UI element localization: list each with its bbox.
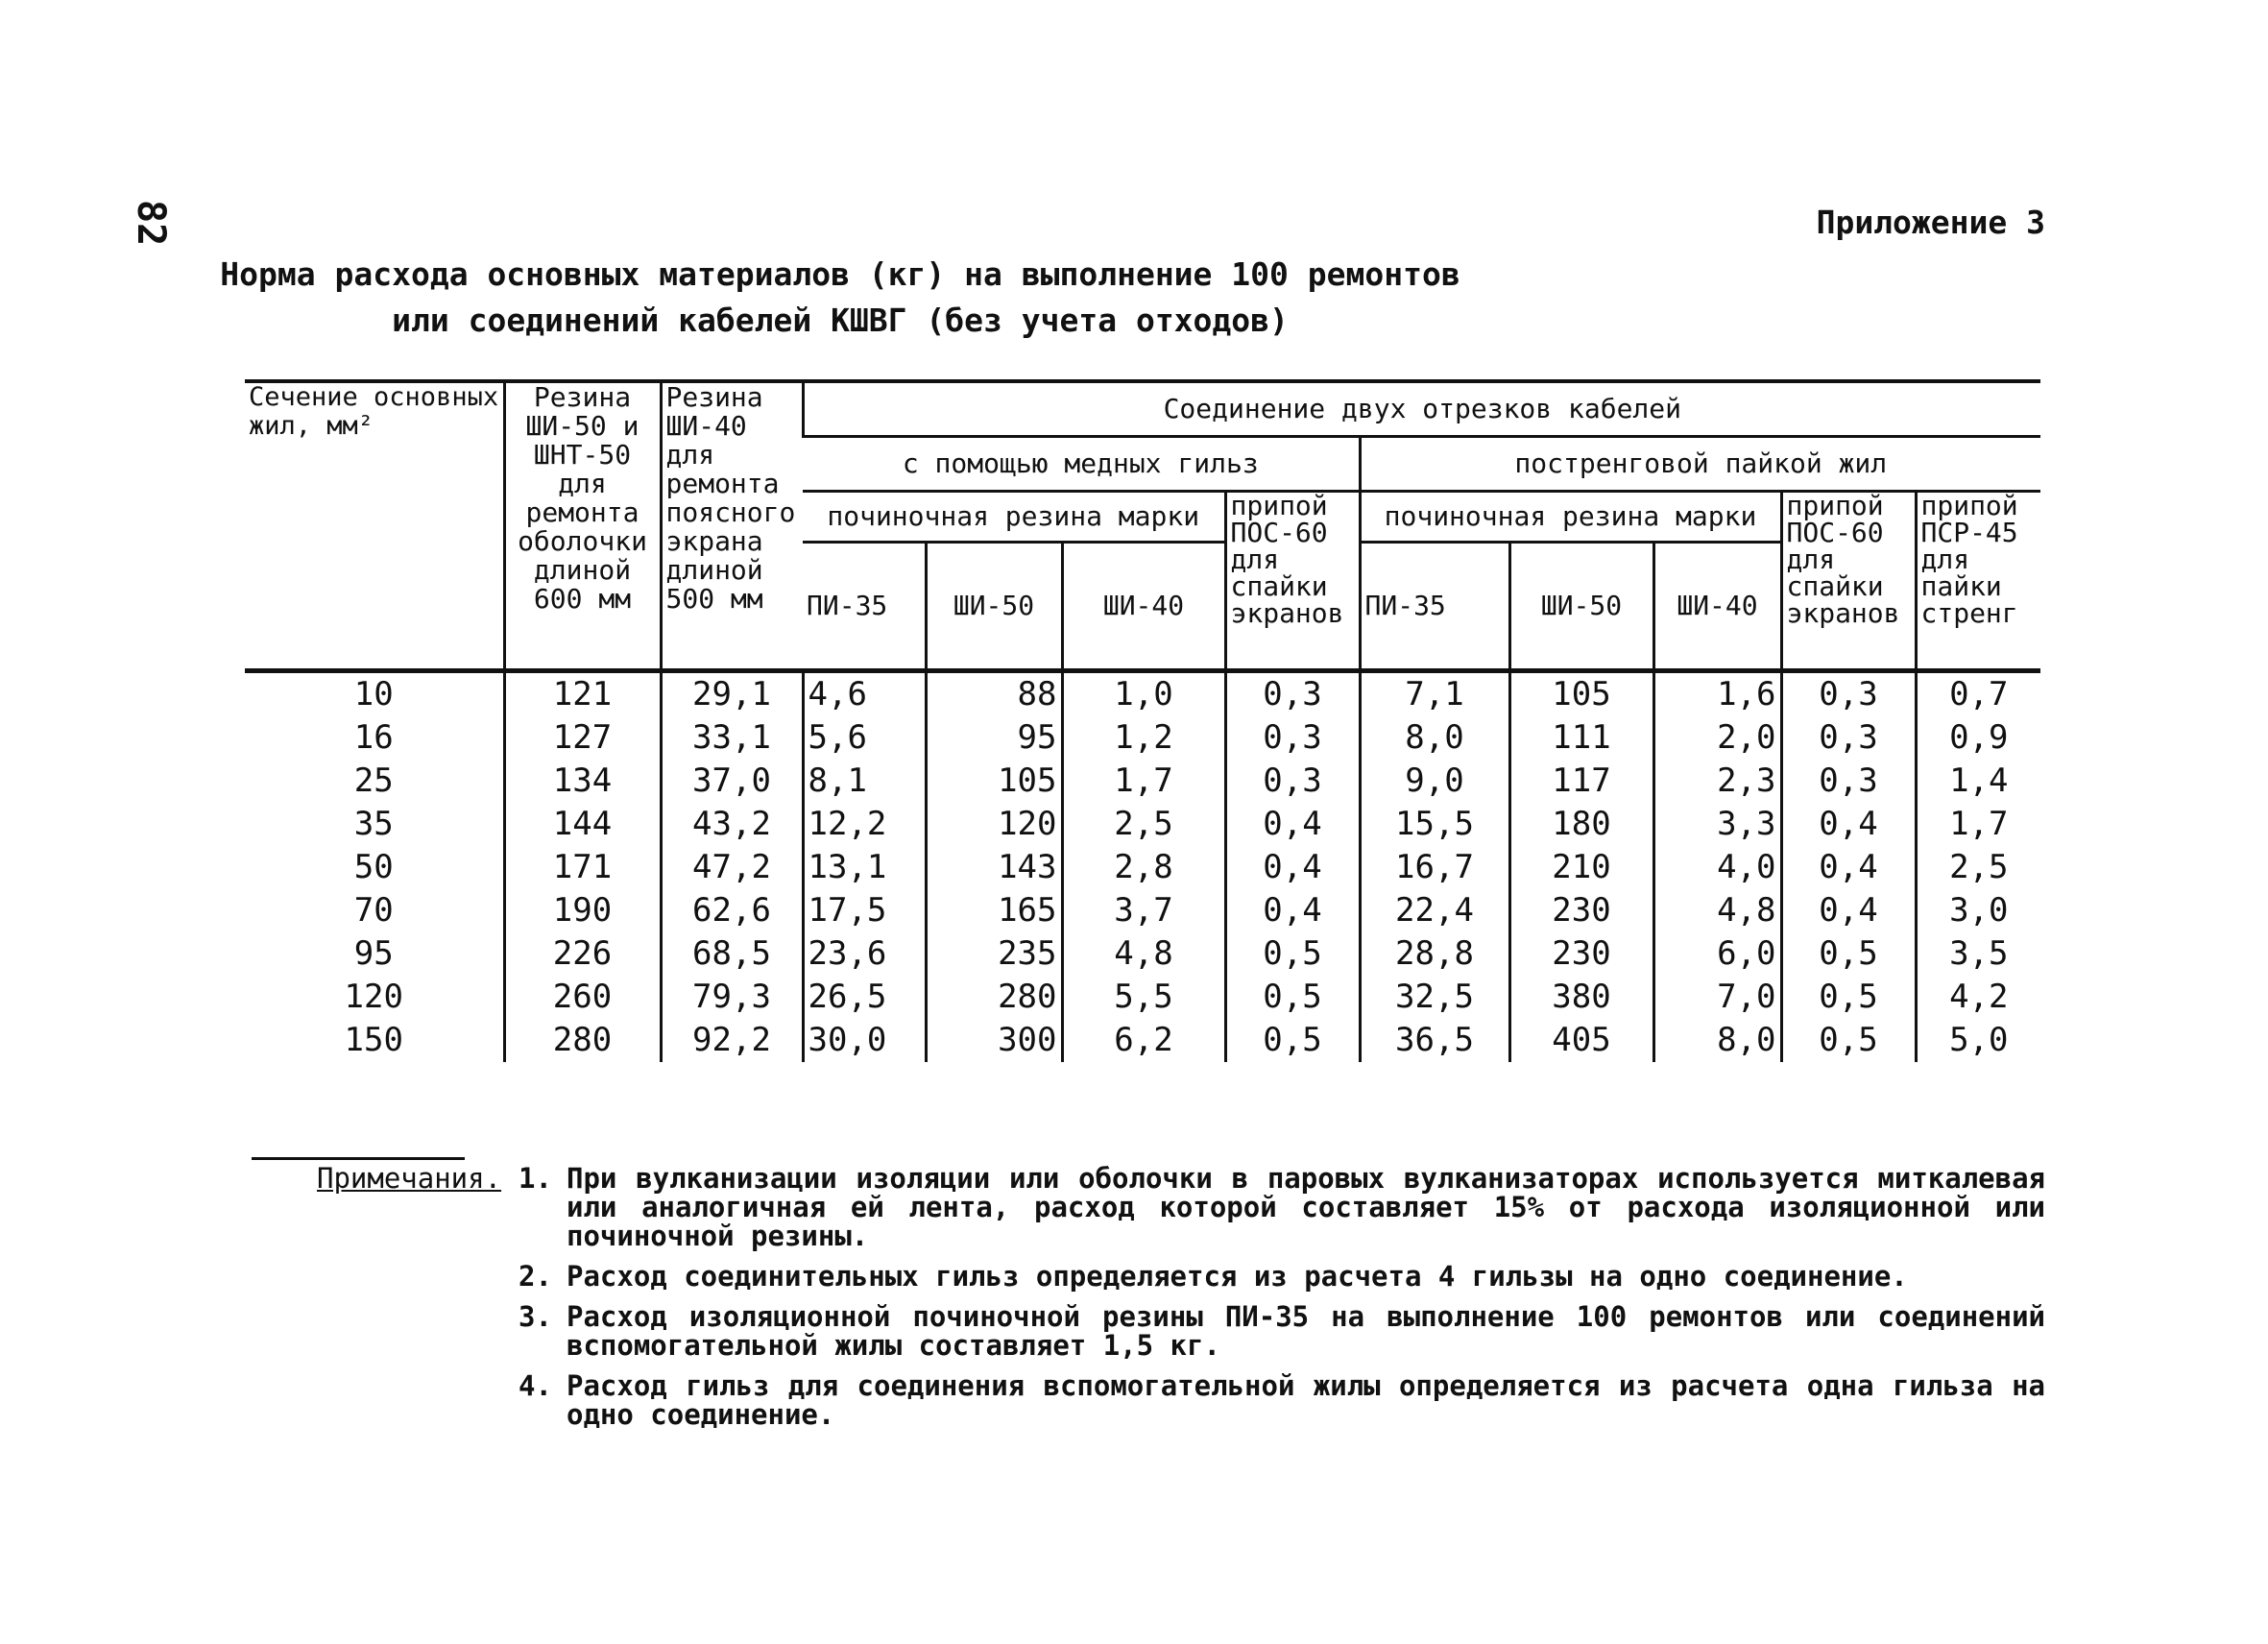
cell-strand-solder: 0,5 bbox=[1781, 1019, 1916, 1062]
notes bbox=[317, 1164, 2045, 1440]
cell-rubber-shi40: 68,5 bbox=[661, 932, 803, 976]
cell-rubber-shi50: 190 bbox=[504, 889, 661, 932]
cell-sleeve-pi35: 26,5 bbox=[803, 976, 926, 1019]
cell-rubber-shi50: 280 bbox=[504, 1019, 661, 1062]
cell-sleeve-shi50: 120 bbox=[926, 803, 1062, 846]
norm-table bbox=[245, 379, 2040, 1062]
cell-rubber-shi50: 226 bbox=[504, 932, 661, 976]
cell-sleeve-solder: 0,5 bbox=[1225, 1019, 1360, 1062]
cell-strand-shi40: 1,6 bbox=[1653, 671, 1781, 717]
cell-sleeve-pi35: 12,2 bbox=[803, 803, 926, 846]
cell-section: 150 bbox=[344, 1021, 403, 1059]
cell-strand-pi35: 16,7 bbox=[1360, 846, 1509, 889]
cell-section: 70 bbox=[353, 891, 394, 930]
cell-strand-pi35: 32,5 bbox=[1360, 976, 1509, 1019]
note-number: 1. bbox=[519, 1162, 552, 1195]
header-solder-screens-1: припой ПОС-60 для спайки экранов bbox=[1225, 492, 1360, 671]
cell-rubber-shi50: 171 bbox=[504, 846, 661, 889]
cell-section: 35 bbox=[353, 805, 394, 843]
note-item bbox=[317, 1262, 2045, 1291]
cell-strand-shi50: 230 bbox=[1509, 889, 1653, 932]
cell-sleeve-pi35: 13,1 bbox=[803, 846, 926, 889]
cell-strand-psr45: 5,0 bbox=[1916, 1019, 2040, 1062]
header-solder-strands: припой ПСР-45 для пайки стренг bbox=[1916, 492, 2040, 671]
cell-strand-shi40: 7,0 bbox=[1653, 976, 1781, 1019]
cell-strand-shi50: 111 bbox=[1509, 716, 1653, 760]
cell-strand-solder: 0,3 bbox=[1781, 671, 1916, 717]
cell-sleeve-shi50: 235 bbox=[926, 932, 1062, 976]
cell-sleeve-pi35: 30,0 bbox=[803, 1019, 926, 1062]
cell-strand-solder: 0,4 bbox=[1781, 846, 1916, 889]
cell-sleeve-shi40: 6,2 bbox=[1062, 1019, 1225, 1062]
cell-rubber-shi50: 121 bbox=[504, 671, 661, 717]
cell-sleeve-shi40: 3,7 bbox=[1062, 889, 1225, 932]
header-mark-pi35-2: ПИ-35 bbox=[1360, 543, 1509, 671]
header-mark-shi50-2: ШИ-50 bbox=[1509, 543, 1653, 671]
cell-strand-pi35: 15,5 bbox=[1360, 803, 1509, 846]
cell-sleeve-pi35: 4,6 bbox=[803, 671, 926, 717]
table-row bbox=[245, 1019, 2040, 1062]
cell-sleeve-shi50: 280 bbox=[926, 976, 1062, 1019]
header-solder-group: постренговой пайкой жил bbox=[1360, 437, 2040, 492]
cell-strand-solder: 0,5 bbox=[1781, 976, 1916, 1019]
header-rubber-shi40: Резина ШИ-40 для ремонта поясного экрана длиной 500 мм bbox=[661, 381, 803, 671]
table-row bbox=[245, 932, 2040, 976]
table-row bbox=[245, 846, 2040, 889]
header-join-group: Соединение двух отрезков кабелей bbox=[803, 381, 2040, 437]
cell-sleeve-shi50: 88 bbox=[926, 671, 1062, 717]
note-text: Расход изоляционной починочной резины ПИ-35 на выполнение 100 ремонтов или соединений вспомогательной жилы составляет 1,5 кг. bbox=[567, 1300, 2045, 1362]
table-row bbox=[245, 976, 2040, 1019]
cell-section: 16 bbox=[353, 718, 394, 757]
note-item bbox=[317, 1164, 2045, 1250]
cell-sleeve-solder: 0,5 bbox=[1225, 976, 1360, 1019]
title-line-1: Норма расхода основных материалов (кг) на выполнение 100 ремонтов bbox=[220, 255, 1460, 293]
cell-rubber-shi50: 134 bbox=[504, 760, 661, 803]
cell-rubber-shi40: 29,1 bbox=[661, 671, 803, 717]
cell-rubber-shi40: 47,2 bbox=[661, 846, 803, 889]
cell-strand-psr45: 3,0 bbox=[1916, 889, 2040, 932]
cell-strand-shi40: 8,0 bbox=[1653, 1019, 1781, 1062]
cell-strand-pi35: 9,0 bbox=[1360, 760, 1509, 803]
title-line-2: или соединений кабелей КШВГ (без учета отходов) bbox=[392, 302, 1289, 339]
cell-strand-psr45: 1,7 bbox=[1916, 803, 2040, 846]
cell-strand-psr45: 0,7 bbox=[1916, 671, 2040, 717]
header-mark-shi50-1: ШИ-50 bbox=[926, 543, 1062, 671]
cell-sleeve-shi50: 165 bbox=[926, 889, 1062, 932]
cell-rubber-shi40: 62,6 bbox=[661, 889, 803, 932]
table-row bbox=[245, 671, 2040, 717]
cell-strand-shi50: 180 bbox=[1509, 803, 1653, 846]
cell-strand-pi35: 8,0 bbox=[1360, 716, 1509, 760]
cell-rubber-shi40: 37,0 bbox=[661, 760, 803, 803]
table-title bbox=[0, 252, 1680, 344]
cell-strand-shi40: 2,0 bbox=[1653, 716, 1781, 760]
cell-strand-shi50: 210 bbox=[1509, 846, 1653, 889]
cell-sleeve-shi40: 5,5 bbox=[1062, 976, 1225, 1019]
page-number: 82 bbox=[129, 200, 173, 247]
cell-rubber-shi50: 127 bbox=[504, 716, 661, 760]
cell-sleeve-shi40: 1,2 bbox=[1062, 716, 1225, 760]
cell-sleeve-shi40: 2,5 bbox=[1062, 803, 1225, 846]
header-repair-rubber-2: починочная резина марки bbox=[1360, 492, 1781, 543]
cell-sleeve-shi50: 95 bbox=[926, 716, 1062, 760]
note-number: 2. bbox=[519, 1260, 552, 1293]
cell-sleeve-solder: 0,4 bbox=[1225, 889, 1360, 932]
cell-sleeve-pi35: 17,5 bbox=[803, 889, 926, 932]
cell-strand-solder: 0,5 bbox=[1781, 932, 1916, 976]
cell-sleeve-pi35: 23,6 bbox=[803, 932, 926, 976]
header-sleeves-group: с помощью медных гильз bbox=[803, 437, 1360, 492]
cell-sleeve-solder: 0,3 bbox=[1225, 760, 1360, 803]
cell-strand-shi40: 6,0 bbox=[1653, 932, 1781, 976]
cell-strand-solder: 0,4 bbox=[1781, 889, 1916, 932]
cell-section: 50 bbox=[353, 848, 394, 886]
cell-strand-solder: 0,3 bbox=[1781, 716, 1916, 760]
cell-strand-shi40: 3,3 bbox=[1653, 803, 1781, 846]
cell-strand-solder: 0,4 bbox=[1781, 803, 1916, 846]
cell-section: 25 bbox=[353, 762, 394, 800]
cell-strand-pi35: 7,1 bbox=[1360, 671, 1509, 717]
header-solder-screens-2: припой ПОС-60 для спайки экранов bbox=[1781, 492, 1916, 671]
cell-rubber-shi40: 92,2 bbox=[661, 1019, 803, 1062]
cell-strand-pi35: 22,4 bbox=[1360, 889, 1509, 932]
note-number: 4. bbox=[519, 1369, 552, 1402]
cell-sleeve-solder: 0,4 bbox=[1225, 846, 1360, 889]
header-mark-pi35-1: ПИ-35 bbox=[807, 590, 888, 621]
cell-strand-psr45: 4,2 bbox=[1916, 976, 2040, 1019]
cell-sleeve-pi35: 8,1 bbox=[803, 760, 926, 803]
cell-sleeve-shi40: 1,0 bbox=[1062, 671, 1225, 717]
appendix-label: Приложение 3 bbox=[1816, 204, 2045, 241]
cell-sleeve-shi40: 1,7 bbox=[1062, 760, 1225, 803]
table-row bbox=[245, 889, 2040, 932]
table-row bbox=[245, 760, 2040, 803]
cell-strand-psr45: 1,4 bbox=[1916, 760, 2040, 803]
note-item bbox=[317, 1302, 2045, 1360]
notes-label: Примечания. bbox=[317, 1162, 502, 1195]
cell-sleeve-shi50: 105 bbox=[926, 760, 1062, 803]
cell-strand-shi50: 117 bbox=[1509, 760, 1653, 803]
cell-strand-shi50: 380 bbox=[1509, 976, 1653, 1019]
table-row bbox=[245, 803, 2040, 846]
cell-section: 120 bbox=[344, 978, 403, 1016]
table-row bbox=[245, 716, 2040, 760]
cell-rubber-shi40: 43,2 bbox=[661, 803, 803, 846]
cell-sleeve-shi50: 143 bbox=[926, 846, 1062, 889]
cell-strand-psr45: 0,9 bbox=[1916, 716, 2040, 760]
cell-rubber-shi50: 260 bbox=[504, 976, 661, 1019]
header-section: Сечение основных жил, мм² bbox=[245, 381, 504, 671]
cell-sleeve-solder: 0,5 bbox=[1225, 932, 1360, 976]
cell-rubber-shi50: 144 bbox=[504, 803, 661, 846]
cell-strand-shi50: 405 bbox=[1509, 1019, 1653, 1062]
cell-section: 10 bbox=[245, 671, 504, 717]
cell-strand-shi40: 2,3 bbox=[1653, 760, 1781, 803]
header-mark-shi40-2: ШИ-40 bbox=[1653, 543, 1781, 671]
note-number: 3. bbox=[519, 1300, 552, 1333]
note-text: Расход соединительных гильз определяется из расчета 4 гильзы на одно соединение. bbox=[567, 1260, 1908, 1293]
cell-rubber-shi40: 79,3 bbox=[661, 976, 803, 1019]
cell-strand-psr45: 3,5 bbox=[1916, 932, 2040, 976]
cell-sleeve-shi40: 4,8 bbox=[1062, 932, 1225, 976]
header-rubber-shi50: Резина ШИ-50 и ШНТ-50 для ремонта оболочки длиной 600 мм bbox=[504, 381, 661, 671]
cell-strand-shi50: 230 bbox=[1509, 932, 1653, 976]
cell-sleeve-solder: 0,3 bbox=[1225, 716, 1360, 760]
cell-sleeve-solder: 0,3 bbox=[1225, 671, 1360, 717]
cell-section: 95 bbox=[353, 934, 394, 973]
notes-divider bbox=[252, 1157, 465, 1160]
cell-strand-shi50: 105 bbox=[1509, 671, 1653, 717]
note-text: Расход гильз для соединения вспомогательной жилы определяется из расчета одна гильза на одно соединение. bbox=[567, 1369, 2045, 1431]
header-repair-rubber-1: починочная резина марки bbox=[803, 492, 1225, 543]
cell-sleeve-solder: 0,4 bbox=[1225, 803, 1360, 846]
cell-strand-shi40: 4,8 bbox=[1653, 889, 1781, 932]
cell-strand-solder: 0,3 bbox=[1781, 760, 1916, 803]
cell-sleeve-pi35: 5,6 bbox=[803, 716, 926, 760]
cell-strand-pi35: 28,8 bbox=[1360, 932, 1509, 976]
cell-strand-pi35: 36,5 bbox=[1360, 1019, 1509, 1062]
cell-rubber-shi40: 33,1 bbox=[661, 716, 803, 760]
note-item bbox=[317, 1371, 2045, 1429]
cell-strand-shi40: 4,0 bbox=[1653, 846, 1781, 889]
note-text: При вулканизации изоляции или оболочки в паровых вулканизаторах используется миткалевая или аналогичная ей лента, расход которой составляет 15% от расхода изоляционной или починочной резины. bbox=[567, 1162, 2045, 1252]
cell-strand-psr45: 2,5 bbox=[1916, 846, 2040, 889]
header-mark-shi40-1: ШИ-40 bbox=[1062, 543, 1225, 671]
cell-sleeve-shi40: 2,8 bbox=[1062, 846, 1225, 889]
cell-sleeve-shi50: 300 bbox=[926, 1019, 1062, 1062]
